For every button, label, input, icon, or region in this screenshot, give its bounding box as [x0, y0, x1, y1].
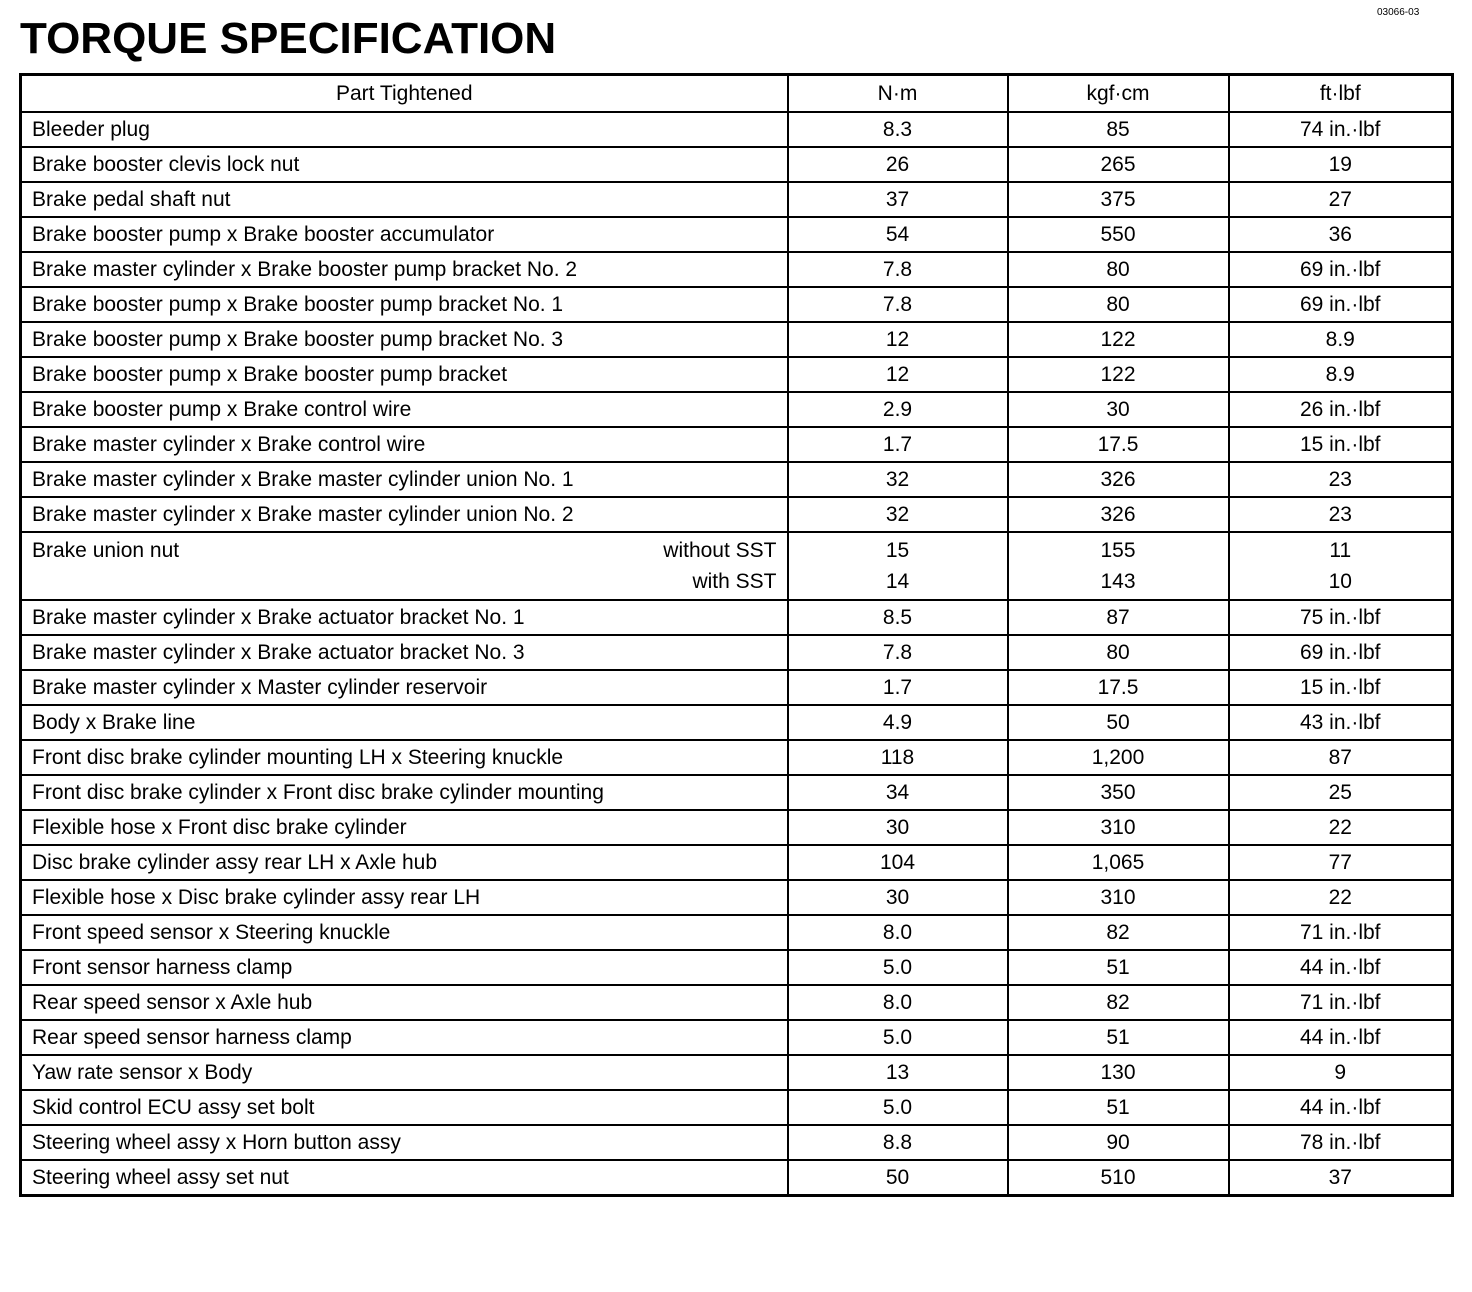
kgfcm-cell: 375 [1008, 182, 1229, 217]
kgfcm-value: 155 [1100, 539, 1136, 562]
column-header-kgfcm: kgf·cm [1008, 75, 1229, 113]
nm-cell: 54 [788, 217, 1008, 252]
ftlbf-value: 11 [1329, 539, 1352, 562]
ftlbf-cell: 15 in.·lbf [1229, 670, 1453, 705]
nm-cell: 5.0 [788, 1020, 1008, 1055]
part-cell: Bleeder plug [21, 112, 788, 147]
page-title: TORQUE SPECIFICATION [20, 14, 557, 63]
kgfcm-cell: 50 [1008, 705, 1229, 740]
part-cell: Flexible hose x Front disc brake cylinder [21, 810, 788, 845]
document-code: 03066-03 [1377, 7, 1420, 18]
table-row [21, 880, 1453, 915]
ftlbf-cell: 37 [1229, 1160, 1453, 1196]
part-cell: Steering wheel assy set nut [21, 1160, 788, 1196]
nm-cell: 4.9 [788, 705, 1008, 740]
kgfcm-cell: 90 [1008, 1125, 1229, 1160]
nm-cell: 37 [788, 182, 1008, 217]
kgfcm-cell: 310 [1008, 880, 1229, 915]
table-row [21, 1125, 1453, 1160]
kgfcm-cell: 265 [1008, 147, 1229, 182]
kgfcm-cell: 51 [1008, 950, 1229, 985]
nm-cell: 8.0 [788, 915, 1008, 950]
part-cell: Front disc brake cylinder x Front disc brake cylinder mounting [21, 775, 788, 810]
table-row [21, 217, 1453, 252]
nm-cell: 7.8 [788, 287, 1008, 322]
ftlbf-cell: 26 in.·lbf [1229, 392, 1453, 427]
part-cell: Brake booster pump x Brake booster pump bracket No. 3 [21, 322, 788, 357]
part-cell: Brake master cylinder x Brake master cylinder union No. 1 [21, 462, 788, 497]
kgfcm-cell: 1,200 [1008, 740, 1229, 775]
ftlbf-cell: 9 [1229, 1055, 1453, 1090]
nm-cell [788, 532, 1008, 600]
nm-cell: 50 [788, 1160, 1008, 1196]
part-cell: Skid control ECU assy set bolt [21, 1090, 788, 1125]
part-cell: Brake booster pump x Brake booster pump bracket [21, 357, 788, 392]
table-row [21, 427, 1453, 462]
table-row [21, 497, 1453, 532]
table-row [21, 985, 1453, 1020]
kgfcm-cell: 310 [1008, 810, 1229, 845]
table-row [21, 635, 1453, 670]
part-cell: Brake master cylinder x Brake booster pump bracket No. 2 [21, 252, 788, 287]
ftlbf-cell [1229, 532, 1453, 600]
nm-cell: 34 [788, 775, 1008, 810]
ftlbf-cell: 71 in.·lbf [1229, 915, 1453, 950]
part-cell: Brake master cylinder x Brake master cylinder union No. 2 [21, 497, 788, 532]
part-cell: Front disc brake cylinder mounting LH x Steering knuckle [21, 740, 788, 775]
ftlbf-cell: 44 in.·lbf [1229, 1090, 1453, 1125]
ftlbf-cell: 78 in.·lbf [1229, 1125, 1453, 1160]
table-body [21, 112, 1453, 1196]
table-row [21, 287, 1453, 322]
nm-value: 15 [885, 539, 910, 562]
kgfcm-cell: 82 [1008, 915, 1229, 950]
ftlbf-cell: 69 in.·lbf [1229, 287, 1453, 322]
part-cell: Brake booster clevis lock nut [21, 147, 788, 182]
table-row [21, 357, 1453, 392]
condition-label: with SST [692, 570, 777, 593]
table-row [21, 392, 1453, 427]
column-header-ftlbf: ft·lbf [1229, 75, 1453, 113]
nm-cell: 13 [788, 1055, 1008, 1090]
part-cell: Yaw rate sensor x Body [21, 1055, 788, 1090]
nm-cell: 30 [788, 810, 1008, 845]
column-header-nm: N·m [788, 75, 1008, 113]
table-row [21, 775, 1453, 810]
nm-cell: 2.9 [788, 392, 1008, 427]
ftlbf-cell: 22 [1229, 880, 1453, 915]
part-cell: Front speed sensor x Steering knuckle [21, 915, 788, 950]
part-cell: Brake booster pump x Brake control wire [21, 392, 788, 427]
nm-cell: 30 [788, 880, 1008, 915]
table-header-row [21, 75, 1453, 113]
table-row [21, 112, 1453, 147]
kgfcm-cell: 510 [1008, 1160, 1229, 1196]
table-row-union-nut [21, 532, 1453, 600]
table-row [21, 600, 1453, 635]
table-row [21, 147, 1453, 182]
kgfcm-cell: 80 [1008, 635, 1229, 670]
part-cell: Brake master cylinder x Brake actuator bracket No. 1 [21, 600, 788, 635]
part-cell: Front sensor harness clamp [21, 950, 788, 985]
table-row [21, 670, 1453, 705]
nm-value: 14 [885, 570, 910, 593]
nm-cell: 104 [788, 845, 1008, 880]
ftlbf-cell: 15 in.·lbf [1229, 427, 1453, 462]
ftlbf-cell: 27 [1229, 182, 1453, 217]
kgfcm-value: 143 [1100, 570, 1136, 593]
table-row [21, 950, 1453, 985]
part-cell: Rear speed sensor x Axle hub [21, 985, 788, 1020]
table-row [21, 1090, 1453, 1125]
table-row [21, 810, 1453, 845]
part-cell: Body x Brake line [21, 705, 788, 740]
nm-cell: 7.8 [788, 252, 1008, 287]
nm-cell: 8.5 [788, 600, 1008, 635]
ftlbf-cell: 69 in.·lbf [1229, 635, 1453, 670]
nm-cell: 5.0 [788, 1090, 1008, 1125]
nm-cell: 8.0 [788, 985, 1008, 1020]
ftlbf-cell: 75 in.·lbf [1229, 600, 1453, 635]
part-cell [21, 532, 788, 600]
ftlbf-cell: 22 [1229, 810, 1453, 845]
kgfcm-cell: 30 [1008, 392, 1229, 427]
ftlbf-cell: 69 in.·lbf [1229, 252, 1453, 287]
ftlbf-cell: 87 [1229, 740, 1453, 775]
part-cell: Brake booster pump x Brake booster accumulator [21, 217, 788, 252]
part-cell: Steering wheel assy x Horn button assy [21, 1125, 788, 1160]
kgfcm-cell: 550 [1008, 217, 1229, 252]
nm-cell: 1.7 [788, 427, 1008, 462]
ftlbf-cell: 25 [1229, 775, 1453, 810]
nm-cell: 32 [788, 497, 1008, 532]
table-row [21, 845, 1453, 880]
kgfcm-cell: 1,065 [1008, 845, 1229, 880]
kgfcm-cell: 17.5 [1008, 670, 1229, 705]
part-name: Brake union nut [32, 539, 180, 562]
ftlbf-cell: 8.9 [1229, 357, 1453, 392]
part-cell: Flexible hose x Disc brake cylinder assy rear LH [21, 880, 788, 915]
kgfcm-cell: 122 [1008, 357, 1229, 392]
nm-cell: 8.3 [788, 112, 1008, 147]
kgfcm-cell: 326 [1008, 462, 1229, 497]
nm-cell: 8.8 [788, 1125, 1008, 1160]
kgfcm-cell: 122 [1008, 322, 1229, 357]
kgfcm-cell: 85 [1008, 112, 1229, 147]
ftlbf-cell: 44 in.·lbf [1229, 1020, 1453, 1055]
kgfcm-cell: 350 [1008, 775, 1229, 810]
part-cell: Brake master cylinder x Master cylinder reservoir [21, 670, 788, 705]
table-row [21, 1055, 1453, 1090]
part-cell: Brake master cylinder x Brake actuator bracket No. 3 [21, 635, 788, 670]
part-cell: Rear speed sensor harness clamp [21, 1020, 788, 1055]
ftlbf-cell: 77 [1229, 845, 1453, 880]
kgfcm-cell [1008, 532, 1229, 600]
nm-cell: 12 [788, 357, 1008, 392]
table-row [21, 1160, 1453, 1196]
condition-label: without SST [663, 539, 777, 562]
ftlbf-cell: 19 [1229, 147, 1453, 182]
torque-spec-table [19, 73, 1454, 1197]
kgfcm-cell: 130 [1008, 1055, 1229, 1090]
part-cell: Brake pedal shaft nut [21, 182, 788, 217]
ftlbf-cell: 23 [1229, 462, 1453, 497]
ftlbf-cell: 8.9 [1229, 322, 1453, 357]
table-row [21, 252, 1453, 287]
column-header-part: Part Tightened [21, 75, 788, 113]
table-row [21, 182, 1453, 217]
part-cell: Brake booster pump x Brake booster pump bracket No. 1 [21, 287, 788, 322]
ftlbf-value: 10 [1328, 570, 1352, 593]
kgfcm-cell: 326 [1008, 497, 1229, 532]
table-row [21, 1020, 1453, 1055]
nm-cell: 7.8 [788, 635, 1008, 670]
kgfcm-cell: 17.5 [1008, 427, 1229, 462]
table-row [21, 705, 1453, 740]
ftlbf-cell: 44 in.·lbf [1229, 950, 1453, 985]
ftlbf-cell: 36 [1229, 217, 1453, 252]
ftlbf-cell: 23 [1229, 497, 1453, 532]
nm-cell: 26 [788, 147, 1008, 182]
nm-cell: 32 [788, 462, 1008, 497]
kgfcm-cell: 80 [1008, 287, 1229, 322]
ftlbf-cell: 74 in.·lbf [1229, 112, 1453, 147]
table-row [21, 915, 1453, 950]
ftlbf-cell: 71 in.·lbf [1229, 985, 1453, 1020]
table-row [21, 322, 1453, 357]
nm-cell: 12 [788, 322, 1008, 357]
kgfcm-cell: 51 [1008, 1020, 1229, 1055]
nm-cell: 118 [788, 740, 1008, 775]
table-row [21, 462, 1453, 497]
kgfcm-cell: 82 [1008, 985, 1229, 1020]
nm-cell: 5.0 [788, 950, 1008, 985]
ftlbf-cell: 43 in.·lbf [1229, 705, 1453, 740]
nm-cell: 1.7 [788, 670, 1008, 705]
table-row [21, 740, 1453, 775]
kgfcm-cell: 51 [1008, 1090, 1229, 1125]
kgfcm-cell: 87 [1008, 600, 1229, 635]
part-cell: Disc brake cylinder assy rear LH x Axle hub [21, 845, 788, 880]
kgfcm-cell: 80 [1008, 252, 1229, 287]
part-cell: Brake master cylinder x Brake control wire [21, 427, 788, 462]
